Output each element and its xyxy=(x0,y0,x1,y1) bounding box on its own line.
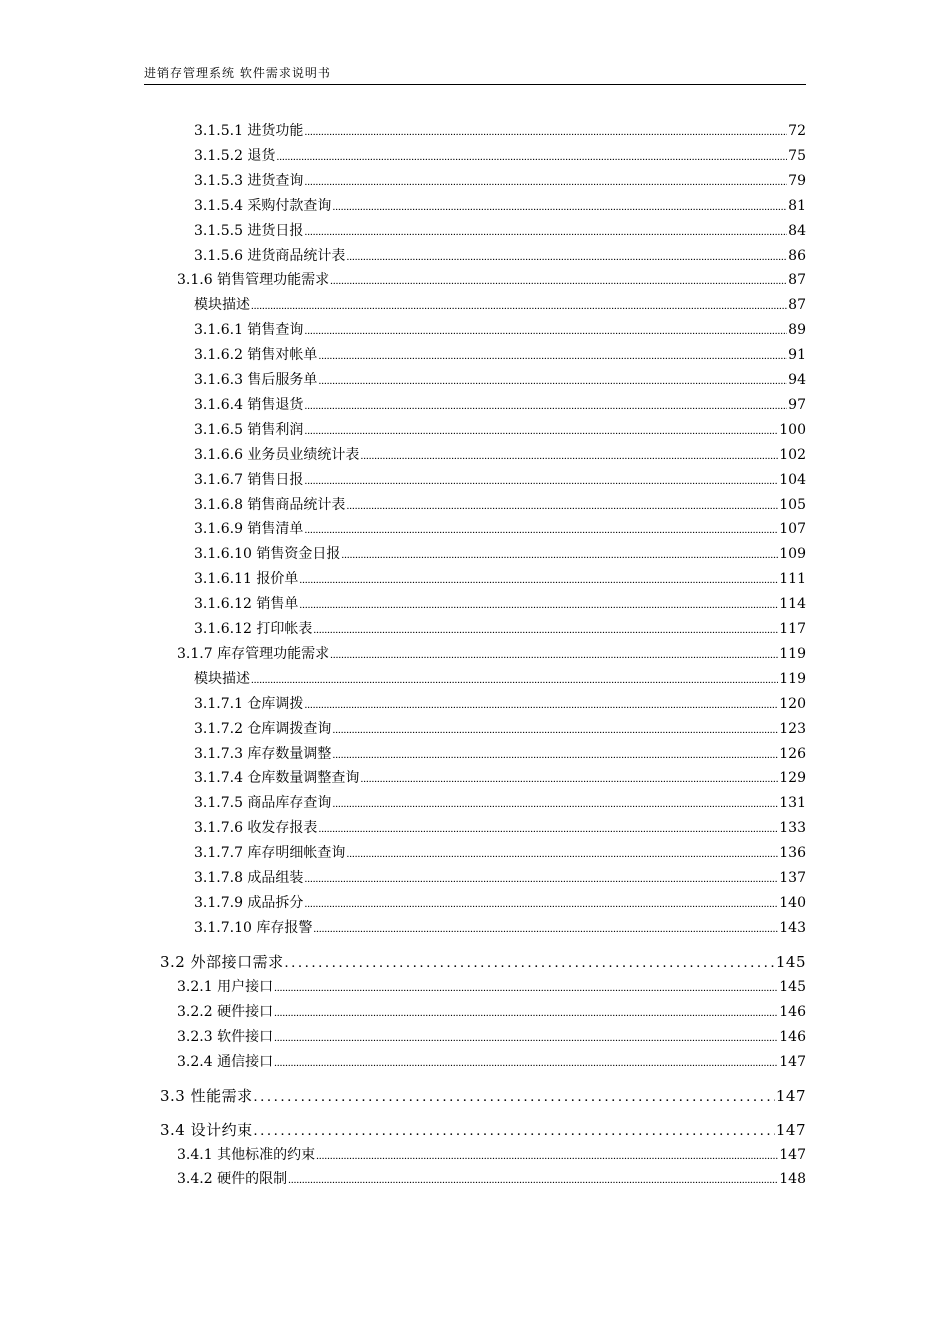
toc-entry[interactable] xyxy=(194,421,806,441)
toc-entry-label: 3.2.4 通信接口 xyxy=(177,1053,274,1070)
toc-entry-label: 3.1.5.6 进货商品统计表 xyxy=(194,247,346,264)
toc-entry[interactable] xyxy=(160,953,806,973)
toc-entry[interactable] xyxy=(194,869,806,889)
toc-dot-leader xyxy=(304,322,787,340)
toc-entry-page: 143 xyxy=(779,919,806,936)
toc-entry-page: 137 xyxy=(779,870,806,886)
toc-entry-page: 72 xyxy=(788,123,806,139)
toc-dot-leader xyxy=(254,1088,775,1106)
toc-entry-label: 3.3 性能需求 xyxy=(160,1086,253,1105)
toc-entry[interactable] xyxy=(194,894,806,914)
toc-entry-page: 104 xyxy=(779,471,806,488)
toc-entry-page: 114 xyxy=(779,596,806,613)
toc-entry-label: 3.1.7.5 商品库存查询 xyxy=(194,795,332,812)
toc-entry-page: 148 xyxy=(779,1171,806,1188)
toc-dot-leader xyxy=(274,1029,778,1047)
toc-entry-page: 147 xyxy=(775,1086,806,1105)
toc-dot-leader xyxy=(304,123,787,141)
toc-dot-leader xyxy=(313,621,778,639)
toc-entry-page: 146 xyxy=(779,1003,806,1020)
toc-entry[interactable] xyxy=(160,1121,806,1141)
toc-entry[interactable] xyxy=(194,794,806,814)
toc-entry-label: 3.1.6 销售管理功能需求 xyxy=(177,272,330,289)
toc-entry-page: 119 xyxy=(779,645,806,662)
toc-entry-page: 94 xyxy=(788,372,806,388)
toc-dot-leader xyxy=(330,646,778,664)
toc-entry-label: 模块描述 xyxy=(194,670,250,687)
toc-entry[interactable] xyxy=(177,645,806,665)
toc-entry-label: 3.1.6.2 销售对帐单 xyxy=(194,347,318,364)
toc-entry-page: 87 xyxy=(788,297,806,314)
toc-entry[interactable] xyxy=(194,919,806,939)
toc-entry[interactable] xyxy=(194,844,806,864)
toc-entry-page: 84 xyxy=(788,222,806,239)
toc-entry-label: 3.2.3 软件接口 xyxy=(177,1028,274,1045)
toc-entry-label: 3.1.6.12 打印帐表 xyxy=(194,621,313,637)
toc-dot-leader xyxy=(313,920,778,938)
toc-entry[interactable] xyxy=(194,819,806,839)
toc-entry[interactable] xyxy=(194,570,806,590)
toc-entry[interactable] xyxy=(194,670,806,690)
toc-dot-leader xyxy=(285,954,775,972)
toc-dot-leader xyxy=(318,820,778,838)
toc-entry[interactable] xyxy=(194,197,806,217)
toc-entry-label: 3.1.7.4 仓库数量调整查询 xyxy=(194,770,360,787)
toc-entry-page: 123 xyxy=(779,720,806,737)
toc-dot-leader xyxy=(316,1147,778,1165)
toc-entry-page: 117 xyxy=(779,621,806,637)
toc-entry-page: 89 xyxy=(788,322,806,339)
toc-entry[interactable] xyxy=(177,271,806,291)
toc-entry[interactable] xyxy=(194,745,806,765)
toc-entry[interactable] xyxy=(177,1053,806,1073)
toc-dot-leader xyxy=(274,1004,778,1022)
toc-entry-page: 136 xyxy=(779,845,806,862)
toc-dot-leader xyxy=(304,696,778,714)
toc-dot-leader xyxy=(299,571,778,589)
toc-dot-leader xyxy=(288,1171,778,1189)
toc-entry[interactable] xyxy=(194,769,806,789)
toc-entry-page: 145 xyxy=(779,978,806,995)
toc-entry-label: 3.1.7.8 成品组装 xyxy=(194,870,304,886)
toc-entry[interactable] xyxy=(194,496,806,516)
toc-entry[interactable] xyxy=(194,545,806,565)
toc-entry-label: 3.1.6.4 销售退货 xyxy=(194,396,304,413)
toc-entry[interactable] xyxy=(194,147,806,167)
toc-entry-label: 3.1.6.9 销售清单 xyxy=(194,521,304,538)
toc-entry[interactable] xyxy=(194,396,806,416)
toc-dot-leader xyxy=(332,746,778,764)
toc-dot-leader xyxy=(318,372,787,390)
toc-dot-leader xyxy=(360,447,778,465)
toc-entry[interactable] xyxy=(194,122,806,142)
toc-dot-leader xyxy=(254,1122,775,1140)
toc-entry[interactable] xyxy=(194,720,806,740)
toc-entry[interactable] xyxy=(177,1028,806,1048)
toc-entry-label: 3.1.7.9 成品拆分 xyxy=(194,894,304,911)
toc-entry-page: 97 xyxy=(788,396,806,413)
toc-entry-label: 3.1.7.3 库存数量调整 xyxy=(194,745,332,762)
toc-entry-page: 81 xyxy=(788,197,806,214)
toc-dot-leader xyxy=(274,979,778,997)
toc-dot-leader xyxy=(304,173,787,191)
toc-entry[interactable] xyxy=(194,620,806,640)
toc-entry-label: 3.1.6.7 销售日报 xyxy=(194,471,304,488)
toc-entry-label: 3.2 外部接口需求 xyxy=(160,952,284,971)
toc-entry-page: 105 xyxy=(779,496,806,513)
toc-entry-label: 3.1.6.8 销售商品统计表 xyxy=(194,496,346,513)
toc-entry-label: 3.1.7.10 库存报警 xyxy=(194,919,313,936)
toc-entry-page: 133 xyxy=(779,820,806,837)
page-header xyxy=(144,64,806,85)
toc-dot-leader xyxy=(251,671,778,689)
toc-dot-leader xyxy=(346,497,778,515)
toc-dot-leader xyxy=(299,596,778,614)
toc-entry-label: 3.1.7 库存管理功能需求 xyxy=(177,645,330,662)
toc-entry-label: 3.1.5.1 进货功能 xyxy=(194,123,304,139)
toc-dot-leader xyxy=(341,546,778,564)
toc-dot-leader xyxy=(304,397,787,415)
toc-dot-leader xyxy=(304,521,778,539)
toc-entry[interactable] xyxy=(194,247,806,267)
toc-entry-page: 140 xyxy=(779,894,806,911)
toc-entry-label: 3.1.5.4 采购付款查询 xyxy=(194,197,332,214)
toc-entry-label: 3.2.1 用户接口 xyxy=(177,978,274,995)
toc-entry[interactable] xyxy=(194,471,806,491)
toc-entry-label: 3.1.6.6 业务员业绩统计表 xyxy=(194,446,360,463)
toc-dot-leader xyxy=(304,472,778,490)
toc-entry-label: 3.1.6.12 销售单 xyxy=(194,596,299,613)
toc-entry-page: 119 xyxy=(779,670,806,687)
toc-entry-label: 3.1.7.7 库存明细帐查询 xyxy=(194,845,346,862)
toc-entry-page: 131 xyxy=(779,795,806,812)
toc-entry-label: 3.1.5.2 退货 xyxy=(194,147,276,164)
toc-entry-label: 3.1.7.1 仓库调拨 xyxy=(194,695,304,712)
toc-entry-label: 3.4 设计约束 xyxy=(160,1120,253,1139)
toc-entry-page: 100 xyxy=(779,421,806,438)
toc-entry-page: 120 xyxy=(779,695,806,712)
toc-entry[interactable] xyxy=(194,296,806,316)
toc-entry-label: 模块描述 xyxy=(194,297,250,314)
toc-entry-page: 147 xyxy=(779,1053,806,1070)
toc-entry[interactable] xyxy=(177,1170,806,1190)
toc-entry[interactable] xyxy=(194,371,806,391)
toc-entry-page: 147 xyxy=(779,1146,806,1163)
toc-dot-leader xyxy=(304,895,778,913)
toc-entry-page: 126 xyxy=(779,745,806,762)
toc-entry-label: 3.1.6.10 销售资金日报 xyxy=(194,546,341,563)
toc-entry[interactable] xyxy=(194,520,806,540)
toc-entry-page: 145 xyxy=(775,952,806,971)
toc-entry-page: 79 xyxy=(788,172,806,189)
toc-entry-page: 147 xyxy=(775,1120,806,1139)
toc-dot-leader xyxy=(332,721,778,739)
toc-dot-leader xyxy=(276,148,787,166)
toc-entry-page: 129 xyxy=(779,770,806,787)
toc-dot-leader xyxy=(304,422,778,440)
toc-entry-page: 146 xyxy=(779,1028,806,1045)
toc-dot-leader xyxy=(318,347,787,365)
toc-entry-label: 3.1.7.6 收发存报表 xyxy=(194,820,318,837)
toc-entry-label: 3.1.5.5 进货日报 xyxy=(194,222,304,239)
toc-entry-page: 102 xyxy=(779,446,806,463)
toc-entry[interactable] xyxy=(194,346,806,366)
toc-entry[interactable] xyxy=(160,1087,806,1107)
header-title: 进销存管理系统 软件需求说明书 xyxy=(144,66,331,80)
toc-entry-label: 3.4.1 其他标准的约束 xyxy=(177,1146,316,1163)
toc-entry[interactable] xyxy=(177,1003,806,1023)
toc-entry-label: 3.1.6.3 售后服务单 xyxy=(194,372,318,388)
toc-dot-leader xyxy=(360,770,778,788)
toc-dot-leader xyxy=(332,198,787,216)
toc-dot-leader xyxy=(346,845,778,863)
toc-entry[interactable] xyxy=(194,446,806,466)
toc-entry-label: 3.2.2 硬件接口 xyxy=(177,1003,274,1020)
toc-dot-leader xyxy=(304,223,787,241)
toc-entry-label: 3.4.2 硬件的限制 xyxy=(177,1171,288,1188)
toc-dot-leader xyxy=(332,795,778,813)
toc-entry-page: 111 xyxy=(779,571,806,588)
toc-entry-page: 91 xyxy=(788,347,806,364)
toc-entry-page: 87 xyxy=(788,272,806,289)
toc-entry-label: 3.1.6.5 销售利润 xyxy=(194,421,304,438)
toc-dot-leader xyxy=(274,1054,778,1072)
toc-entry[interactable] xyxy=(177,978,806,998)
toc-entry[interactable] xyxy=(194,321,806,341)
toc-dot-leader xyxy=(346,248,787,266)
toc-entry-label: 3.1.6.1 销售查询 xyxy=(194,322,304,339)
toc-entry[interactable] xyxy=(194,695,806,715)
toc-dot-leader xyxy=(330,272,787,290)
toc-entry[interactable] xyxy=(194,222,806,242)
toc-entry-label: 3.1.7.2 仓库调拨查询 xyxy=(194,720,332,737)
toc-entry-page: 107 xyxy=(779,521,806,538)
toc-entry-label: 3.1.5.3 进货查询 xyxy=(194,172,304,189)
toc-entry-label: 3.1.6.11 报价单 xyxy=(194,571,299,588)
toc-entry[interactable] xyxy=(177,1146,806,1166)
toc-entry-page: 75 xyxy=(788,147,806,164)
toc-dot-leader xyxy=(251,297,787,315)
toc-entry-page: 86 xyxy=(788,247,806,264)
toc-dot-leader xyxy=(304,870,778,888)
toc-entry-page: 109 xyxy=(779,546,806,563)
toc-entry[interactable] xyxy=(194,595,806,615)
toc-entry[interactable] xyxy=(194,172,806,192)
